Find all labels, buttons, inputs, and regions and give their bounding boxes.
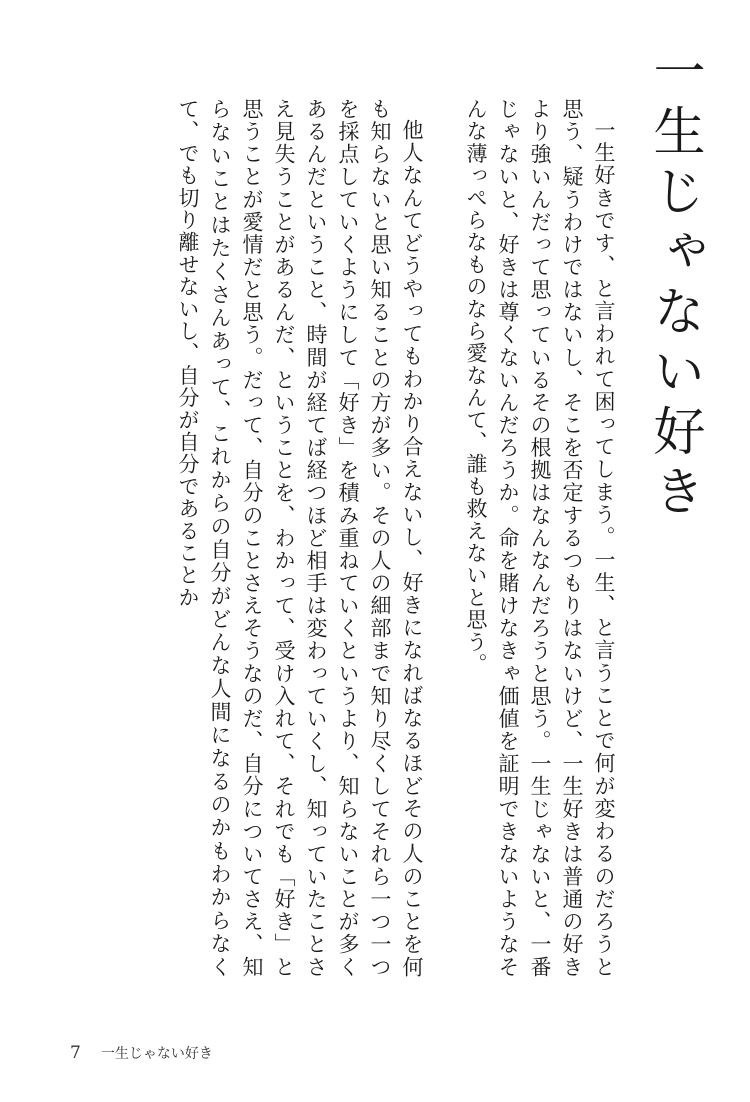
paragraph-1: 一生好きです、と言われて困ってしまう。一生、と言うことで何が変わるのだろうと思う、疑うわけではないし、そこを否定するつもりはないけど、一生好きは普通の好きより強いんだって思っているその根拠はなんなんだろうと思う。一生じゃないと、一番じゃないと、好きは尊くないんだろうか。命を賭けなきゃ価値を証明できないようなそんな薄っぺらなものなら愛なんて、誰も救えないと思う。 [464,98,616,978]
page-number: 7 [70,1043,81,1063]
running-head: 一生じゃない好き [100,1046,213,1062]
paragraph-2: 他人なんてどうやってもわかり合えないし、好きになればなるほどその人のことを何も知らないと思い知ることの方が多い。その人の細部まで知り尽くしてそれら一つ一つを採点していくようにして「好き」を積み重ねていくというより、知らないことが多くあるんだということ、時間が経てば経つほど相手は変わっていくし、知っていたことさえ見失うことがあるんだ、ということを、わかって、受け入れて、それでも「好き」と思うことが愛情だと思う。だって、自分のことさえそうなのだ、自分についてさえ、知らないことはたくさんあって、これからの自分がどんな人間になるのかもわからなくて、でも切り離せないし、自分が自分であることか [176,98,424,978]
page-title: 一生じゃない好き [644,44,704,524]
body-text [0,98,620,978]
page-footer [70,1043,213,1063]
